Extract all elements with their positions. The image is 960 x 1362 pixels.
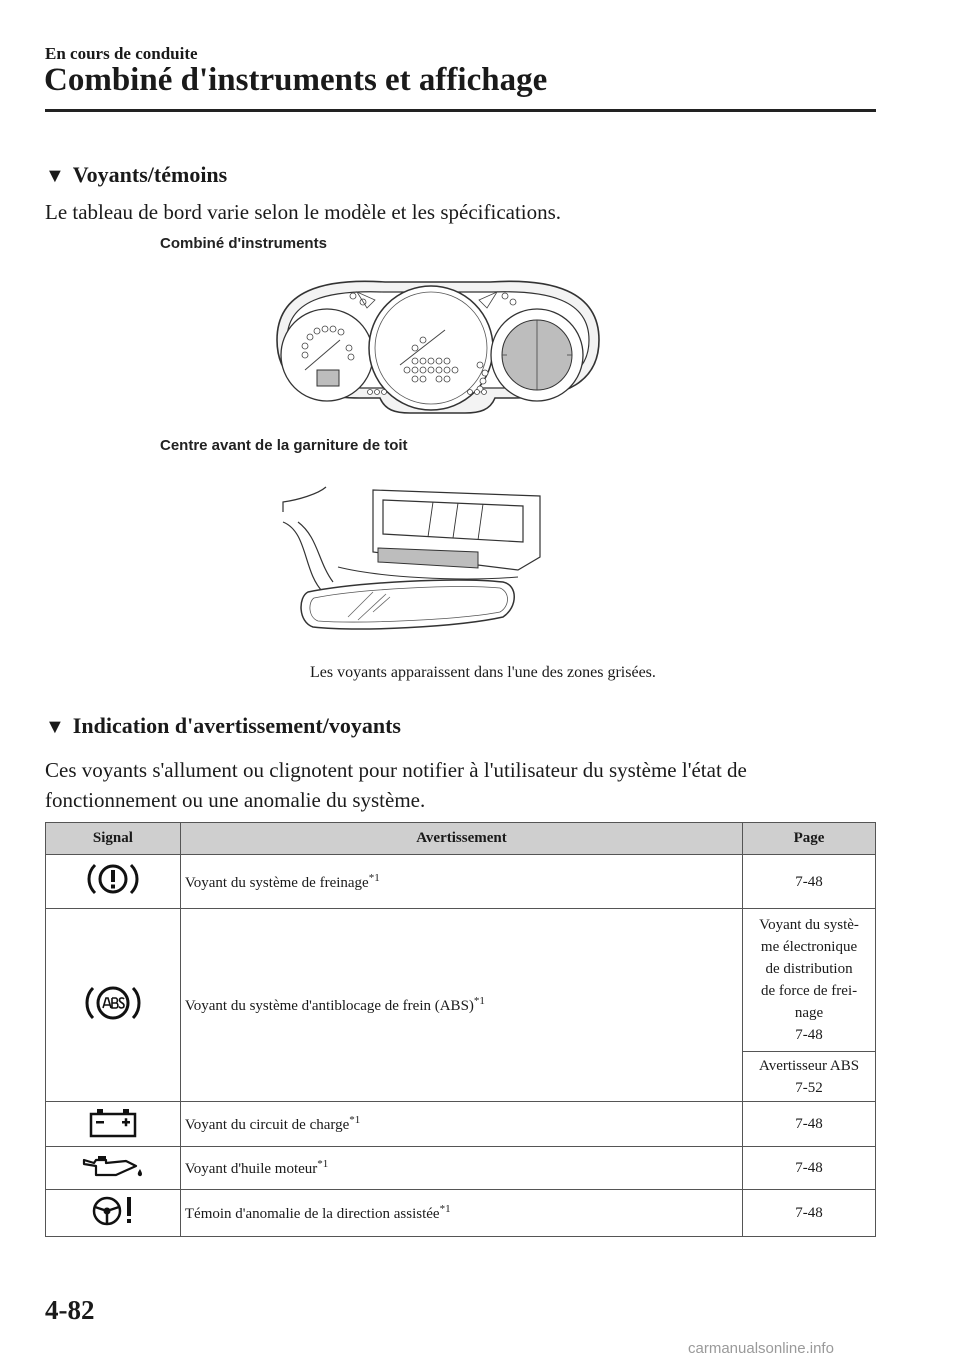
page-ref-abs [743,1052,876,1102]
triangle-down-icon: ▼ [45,165,65,187]
figure-caption-cluster: Combiné d'instruments [160,235,327,252]
header-signal: Signal [46,823,181,855]
page-ref-label-line: de force de frei- [760,983,858,999]
instrument-cluster-figure [265,270,610,420]
abs-warning-icon [83,981,143,1025]
oil-can-icon [80,1152,146,1180]
warning-text: Voyant d'huile moteur [184,1161,318,1177]
warning-text: Voyant du système de freinage [184,874,369,891]
table-row [46,909,876,1052]
header-page: Page [743,823,876,855]
intro-text: Le tableau de bord varie selon le modèle et les spécifications. [45,200,562,224]
page-ref: 7-48 [743,1147,876,1190]
page-ref-number: 7-52 [795,1079,823,1096]
warning-text: Voyant du système d'antiblocage de frein (ABS) [184,998,474,1014]
chapter-label: En cours de conduite [45,44,198,63]
warning-table [45,822,876,1237]
table-row [46,855,876,909]
warning-text: Témoin d'anomalie de la direction assistée [184,1206,440,1222]
footnote-ref: *1 [473,995,485,1007]
page-ref: 7-48 [743,855,876,909]
page-ref-number: 7-48 [795,1027,823,1043]
section-heading-indication: ▼ Indication d'avertissement/voyants [45,713,401,738]
page-ref-label-line: nage [794,1005,824,1021]
footnote-ref: *1 [368,871,380,884]
section-heading-voyants: ▼ Voyants/témoins [45,162,228,187]
page-ref: 7-48 [743,1190,876,1237]
page-ref-label-line: Voyant du systè- [759,917,859,933]
battery-charge-icon [85,1106,141,1138]
figure-note: Les voyants apparaissent dans l'une des zones grisées. [310,664,656,681]
page-ref: 7-48 [743,1102,876,1147]
watermark: carmanualsonline.info [688,1340,834,1357]
page-ref-label-line: me électronique [760,939,858,955]
triangle-down-icon: ▼ [45,716,65,738]
footnote-ref: *1 [317,1158,329,1170]
table-row [46,1102,876,1147]
title-rule [45,109,876,112]
footnote-ref: *1 [439,1203,451,1215]
page-ref-label-line: de distribution [765,961,853,977]
page-number: 4-82 [45,1295,95,1325]
figure-caption-roof: Centre avant de la garniture de toit [160,437,408,454]
table-row [46,1147,876,1190]
page-ref-ebd [743,909,876,1052]
power-steering-warning-icon [83,1193,143,1229]
page-ref-label: Avertisseur ABS [758,1057,860,1074]
section2-paragraph: Ces voyants s'allument ou clignotent pour notifier à l'utilisateur du système l'état de fonctionnement ou une anomalie du système. [45,758,747,812]
table-row [46,1190,876,1237]
table-header-row [46,823,876,855]
brake-warning-icon [85,859,141,899]
warning-text: Voyant du circuit de charge [184,1117,350,1133]
roof-lining-figure [278,482,548,642]
footnote-ref: *1 [349,1114,361,1126]
page-title: Combiné d'instruments et affichage [44,62,548,98]
header-avertissement: Avertissement [180,823,742,855]
